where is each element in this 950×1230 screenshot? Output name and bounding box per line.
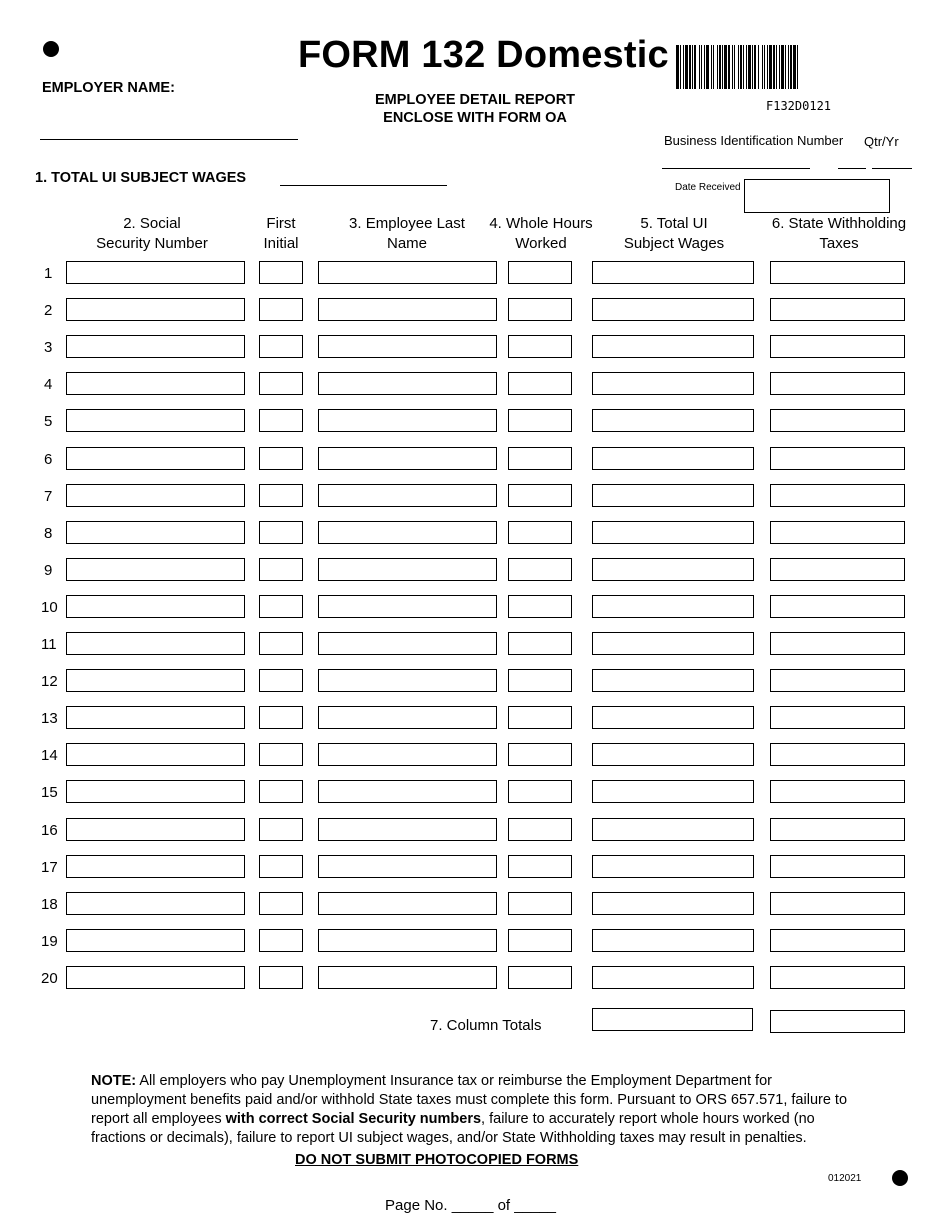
first-initial-field[interactable] bbox=[259, 558, 303, 581]
withholding-field[interactable] bbox=[770, 818, 905, 841]
wages-field[interactable] bbox=[592, 780, 754, 803]
wages-field[interactable] bbox=[592, 521, 754, 544]
first-initial-field[interactable] bbox=[259, 929, 303, 952]
column-totals-label: 7. Column Totals bbox=[430, 1017, 542, 1034]
last-name-field[interactable] bbox=[318, 521, 497, 544]
last-name-field[interactable] bbox=[318, 298, 497, 321]
last-name-field[interactable] bbox=[318, 929, 497, 952]
last-name-field[interactable] bbox=[318, 409, 497, 432]
withholding-field[interactable] bbox=[770, 780, 905, 803]
last-name-field[interactable] bbox=[318, 892, 497, 915]
wages-field[interactable] bbox=[592, 818, 754, 841]
registration-mark-bottom bbox=[892, 1170, 908, 1186]
do-not-submit-warning: DO NOT SUBMIT PHOTOCOPIED FORMS bbox=[295, 1152, 579, 1168]
col-header-initial-line1: First bbox=[266, 215, 296, 232]
withholding-field[interactable] bbox=[770, 298, 905, 321]
col-header-withholding-line2: Taxes bbox=[819, 235, 859, 252]
row-number: 20 bbox=[41, 969, 58, 987]
row-number: 3 bbox=[44, 339, 53, 357]
barcode bbox=[676, 45, 910, 89]
ssn-field[interactable] bbox=[66, 780, 245, 803]
col-header-wages bbox=[600, 214, 748, 254]
row-number: 13 bbox=[41, 710, 58, 728]
bin-label: Business Identification Number bbox=[664, 133, 844, 148]
hours-field[interactable] bbox=[508, 892, 572, 915]
last-name-field[interactable] bbox=[318, 669, 497, 692]
withholding-field[interactable] bbox=[770, 335, 905, 358]
hours-field[interactable] bbox=[508, 595, 572, 618]
note-text-2: , failure to accurately report whole hours worked (no fractions or decimals), failure to report UI subject wages, and/or State Withholding taxes may result in penalties. bbox=[91, 1111, 815, 1146]
wages-field[interactable] bbox=[592, 855, 754, 878]
wages-field[interactable] bbox=[592, 372, 754, 395]
employer-name-label: EMPLOYER NAME: bbox=[42, 80, 175, 96]
note-bold-text: with correct Social Security numbers bbox=[225, 1111, 482, 1127]
first-initial-field[interactable] bbox=[259, 261, 303, 284]
withholding-field[interactable] bbox=[770, 521, 905, 544]
ssn-field[interactable] bbox=[66, 892, 245, 915]
withholding-field[interactable] bbox=[770, 558, 905, 581]
col-header-last-name-line2: Name bbox=[386, 235, 427, 252]
first-initial-field[interactable] bbox=[259, 855, 303, 878]
row-number: 15 bbox=[41, 784, 58, 802]
wages-field[interactable] bbox=[592, 298, 754, 321]
ssn-field[interactable] bbox=[66, 521, 245, 544]
row-number: 5 bbox=[44, 413, 53, 431]
first-initial-field[interactable] bbox=[259, 484, 303, 507]
last-name-field[interactable] bbox=[318, 966, 497, 989]
withholding-field[interactable] bbox=[770, 706, 905, 729]
last-name-field[interactable] bbox=[318, 595, 497, 618]
hours-field[interactable] bbox=[508, 335, 572, 358]
ssn-field[interactable] bbox=[66, 595, 245, 618]
note-lead: NOTE: bbox=[91, 1073, 137, 1089]
hours-field[interactable] bbox=[508, 780, 572, 803]
wages-field[interactable] bbox=[592, 966, 754, 989]
first-initial-field[interactable] bbox=[259, 669, 303, 692]
first-initial-field[interactable] bbox=[259, 892, 303, 915]
withholding-field[interactable] bbox=[770, 261, 905, 284]
withholding-field[interactable] bbox=[770, 966, 905, 989]
first-initial-field[interactable] bbox=[259, 595, 303, 618]
last-name-field[interactable] bbox=[318, 743, 497, 766]
last-name-field[interactable] bbox=[318, 335, 497, 358]
first-initial-field[interactable] bbox=[259, 632, 303, 655]
last-name-field[interactable] bbox=[318, 558, 497, 581]
row-number: 18 bbox=[41, 895, 58, 913]
note-paragraph bbox=[91, 1072, 861, 1148]
col-header-hours bbox=[484, 214, 598, 254]
col-header-wages-line1: 5. Total UI bbox=[640, 215, 708, 232]
wages-field[interactable] bbox=[592, 335, 754, 358]
col-header-withholding-line1: 6. State Withholding bbox=[771, 215, 907, 232]
wages-field[interactable] bbox=[592, 929, 754, 952]
ssn-field[interactable] bbox=[66, 929, 245, 952]
wages-field[interactable] bbox=[592, 632, 754, 655]
date-received-box bbox=[744, 179, 890, 213]
row-number: 4 bbox=[44, 376, 53, 394]
wages-field[interactable] bbox=[592, 706, 754, 729]
col-header-hours-line2: Worked bbox=[515, 235, 567, 252]
total-wages-box[interactable] bbox=[592, 1008, 753, 1031]
hours-field[interactable] bbox=[508, 447, 572, 470]
last-name-field[interactable] bbox=[318, 855, 497, 878]
row-number: 17 bbox=[41, 858, 58, 876]
hours-field[interactable] bbox=[508, 743, 572, 766]
first-initial-field[interactable] bbox=[259, 706, 303, 729]
last-name-field[interactable] bbox=[318, 484, 497, 507]
enclose-note: ENCLOSE WITH FORM OA bbox=[383, 110, 567, 126]
row-number: 14 bbox=[41, 747, 58, 765]
row-number: 6 bbox=[44, 450, 53, 468]
withholding-field[interactable] bbox=[770, 409, 905, 432]
first-initial-field[interactable] bbox=[259, 743, 303, 766]
qtr-field[interactable] bbox=[838, 168, 866, 169]
last-name-field[interactable] bbox=[318, 706, 497, 729]
total-wages-field[interactable] bbox=[280, 185, 447, 186]
hours-field[interactable] bbox=[508, 855, 572, 878]
col-header-wages-line2: Subject Wages bbox=[623, 235, 725, 252]
wages-field[interactable] bbox=[592, 558, 754, 581]
col-header-initial bbox=[254, 214, 308, 254]
col-header-last-name bbox=[335, 214, 479, 254]
hours-field[interactable] bbox=[508, 669, 572, 692]
ssn-field[interactable] bbox=[66, 669, 245, 692]
last-name-field[interactable] bbox=[318, 632, 497, 655]
col-header-ssn bbox=[72, 214, 232, 254]
ssn-field[interactable] bbox=[66, 298, 245, 321]
first-initial-field[interactable] bbox=[259, 780, 303, 803]
hours-field[interactable] bbox=[508, 818, 572, 841]
ssn-field[interactable] bbox=[66, 966, 245, 989]
hours-field[interactable] bbox=[508, 298, 572, 321]
hours-field[interactable] bbox=[508, 409, 572, 432]
employer-name-field[interactable] bbox=[40, 139, 298, 140]
col-header-last-name-line1: 3. Employee Last bbox=[349, 215, 465, 232]
ssn-field[interactable] bbox=[66, 855, 245, 878]
hours-field[interactable] bbox=[508, 558, 572, 581]
row-number: 19 bbox=[41, 932, 58, 950]
withholding-field[interactable] bbox=[770, 447, 905, 470]
col-header-withholding bbox=[766, 214, 912, 254]
withholding-field[interactable] bbox=[770, 372, 905, 395]
wages-field[interactable] bbox=[592, 595, 754, 618]
hours-field[interactable] bbox=[508, 261, 572, 284]
col-header-ssn-line2: Security Number bbox=[96, 235, 208, 252]
wages-field[interactable] bbox=[592, 261, 754, 284]
qtr-yr-label: Qtr/Yr bbox=[864, 134, 899, 149]
ssn-field[interactable] bbox=[66, 447, 245, 470]
wages-field[interactable] bbox=[592, 669, 754, 692]
note-text-1: All employers who pay Unemployment Insurance tax or reimburse the Employment Department for unemployment benefits paid and/or withhold State taxes must complete this form. Pursuant to ORS 657.571, failure to report all employees bbox=[91, 1073, 848, 1127]
ssn-field[interactable] bbox=[66, 372, 245, 395]
ssn-field[interactable] bbox=[66, 335, 245, 358]
withholding-field[interactable] bbox=[770, 669, 905, 692]
report-title bbox=[355, 91, 595, 127]
last-name-field[interactable] bbox=[318, 447, 497, 470]
form-code: F132D0121 bbox=[766, 99, 832, 113]
wages-field[interactable] bbox=[592, 743, 754, 766]
wages-field[interactable] bbox=[592, 892, 754, 915]
last-name-field[interactable] bbox=[318, 261, 497, 284]
ssn-field[interactable] bbox=[66, 818, 245, 841]
ssn-field[interactable] bbox=[66, 484, 245, 507]
wages-field[interactable] bbox=[592, 447, 754, 470]
row-number: 7 bbox=[44, 487, 53, 505]
ssn-field[interactable] bbox=[66, 558, 245, 581]
withholding-field[interactable] bbox=[770, 929, 905, 952]
withholding-field[interactable] bbox=[770, 595, 905, 618]
hours-field[interactable] bbox=[508, 632, 572, 655]
withholding-field[interactable] bbox=[770, 743, 905, 766]
date-received-label: Date Received bbox=[675, 182, 741, 193]
withholding-field[interactable] bbox=[770, 632, 905, 655]
hours-field[interactable] bbox=[508, 929, 572, 952]
row-number: 8 bbox=[44, 524, 53, 542]
row-number: 12 bbox=[41, 673, 58, 691]
registration-mark-top bbox=[43, 41, 59, 57]
last-name-field[interactable] bbox=[318, 372, 497, 395]
hours-field[interactable] bbox=[508, 706, 572, 729]
hours-field[interactable] bbox=[508, 372, 572, 395]
hours-field[interactable] bbox=[508, 521, 572, 544]
ssn-field[interactable] bbox=[66, 261, 245, 284]
ssn-field[interactable] bbox=[66, 743, 245, 766]
form-title: FORM 132 Domestic bbox=[298, 34, 669, 76]
first-initial-field[interactable] bbox=[259, 818, 303, 841]
page-number-footer: Page No. _____ of _____ bbox=[385, 1197, 556, 1214]
col-header-hours-line1: 4. Whole Hours bbox=[489, 215, 593, 232]
yr-field[interactable] bbox=[872, 168, 912, 169]
row-number: 11 bbox=[41, 636, 57, 653]
revision-code: 012021 bbox=[828, 1173, 862, 1184]
withholding-field[interactable] bbox=[770, 484, 905, 507]
row-number: 10 bbox=[41, 598, 58, 616]
bin-field[interactable] bbox=[662, 168, 810, 169]
wages-field[interactable] bbox=[592, 484, 754, 507]
hours-field[interactable] bbox=[508, 966, 572, 989]
row-number: 9 bbox=[44, 561, 53, 579]
col-header-ssn-line1: 2. Social bbox=[123, 215, 181, 232]
hours-field[interactable] bbox=[508, 484, 572, 507]
col-header-initial-line2: Initial bbox=[263, 235, 299, 252]
last-name-field[interactable] bbox=[318, 780, 497, 803]
ssn-field[interactable] bbox=[66, 409, 245, 432]
first-initial-field[interactable] bbox=[259, 447, 303, 470]
first-initial-field[interactable] bbox=[259, 409, 303, 432]
total-wages-label: 1. TOTAL UI SUBJECT WAGES bbox=[35, 170, 247, 186]
row-number: 1 bbox=[44, 265, 53, 282]
first-initial-field[interactable] bbox=[259, 298, 303, 321]
last-name-field[interactable] bbox=[318, 818, 497, 841]
report-title-line1: EMPLOYEE DETAIL REPORT bbox=[374, 92, 576, 108]
row-number: 16 bbox=[41, 821, 58, 839]
first-initial-field[interactable] bbox=[259, 966, 303, 989]
first-initial-field[interactable] bbox=[259, 335, 303, 358]
row-number: 2 bbox=[44, 302, 53, 320]
withholding-field[interactable] bbox=[770, 855, 905, 878]
first-initial-field[interactable] bbox=[259, 372, 303, 395]
withholding-field[interactable] bbox=[770, 892, 905, 915]
ssn-field[interactable] bbox=[66, 632, 245, 655]
total-withholding-box[interactable] bbox=[770, 1010, 905, 1033]
first-initial-field[interactable] bbox=[259, 521, 303, 544]
wages-field[interactable] bbox=[592, 409, 754, 432]
ssn-field[interactable] bbox=[66, 706, 245, 729]
